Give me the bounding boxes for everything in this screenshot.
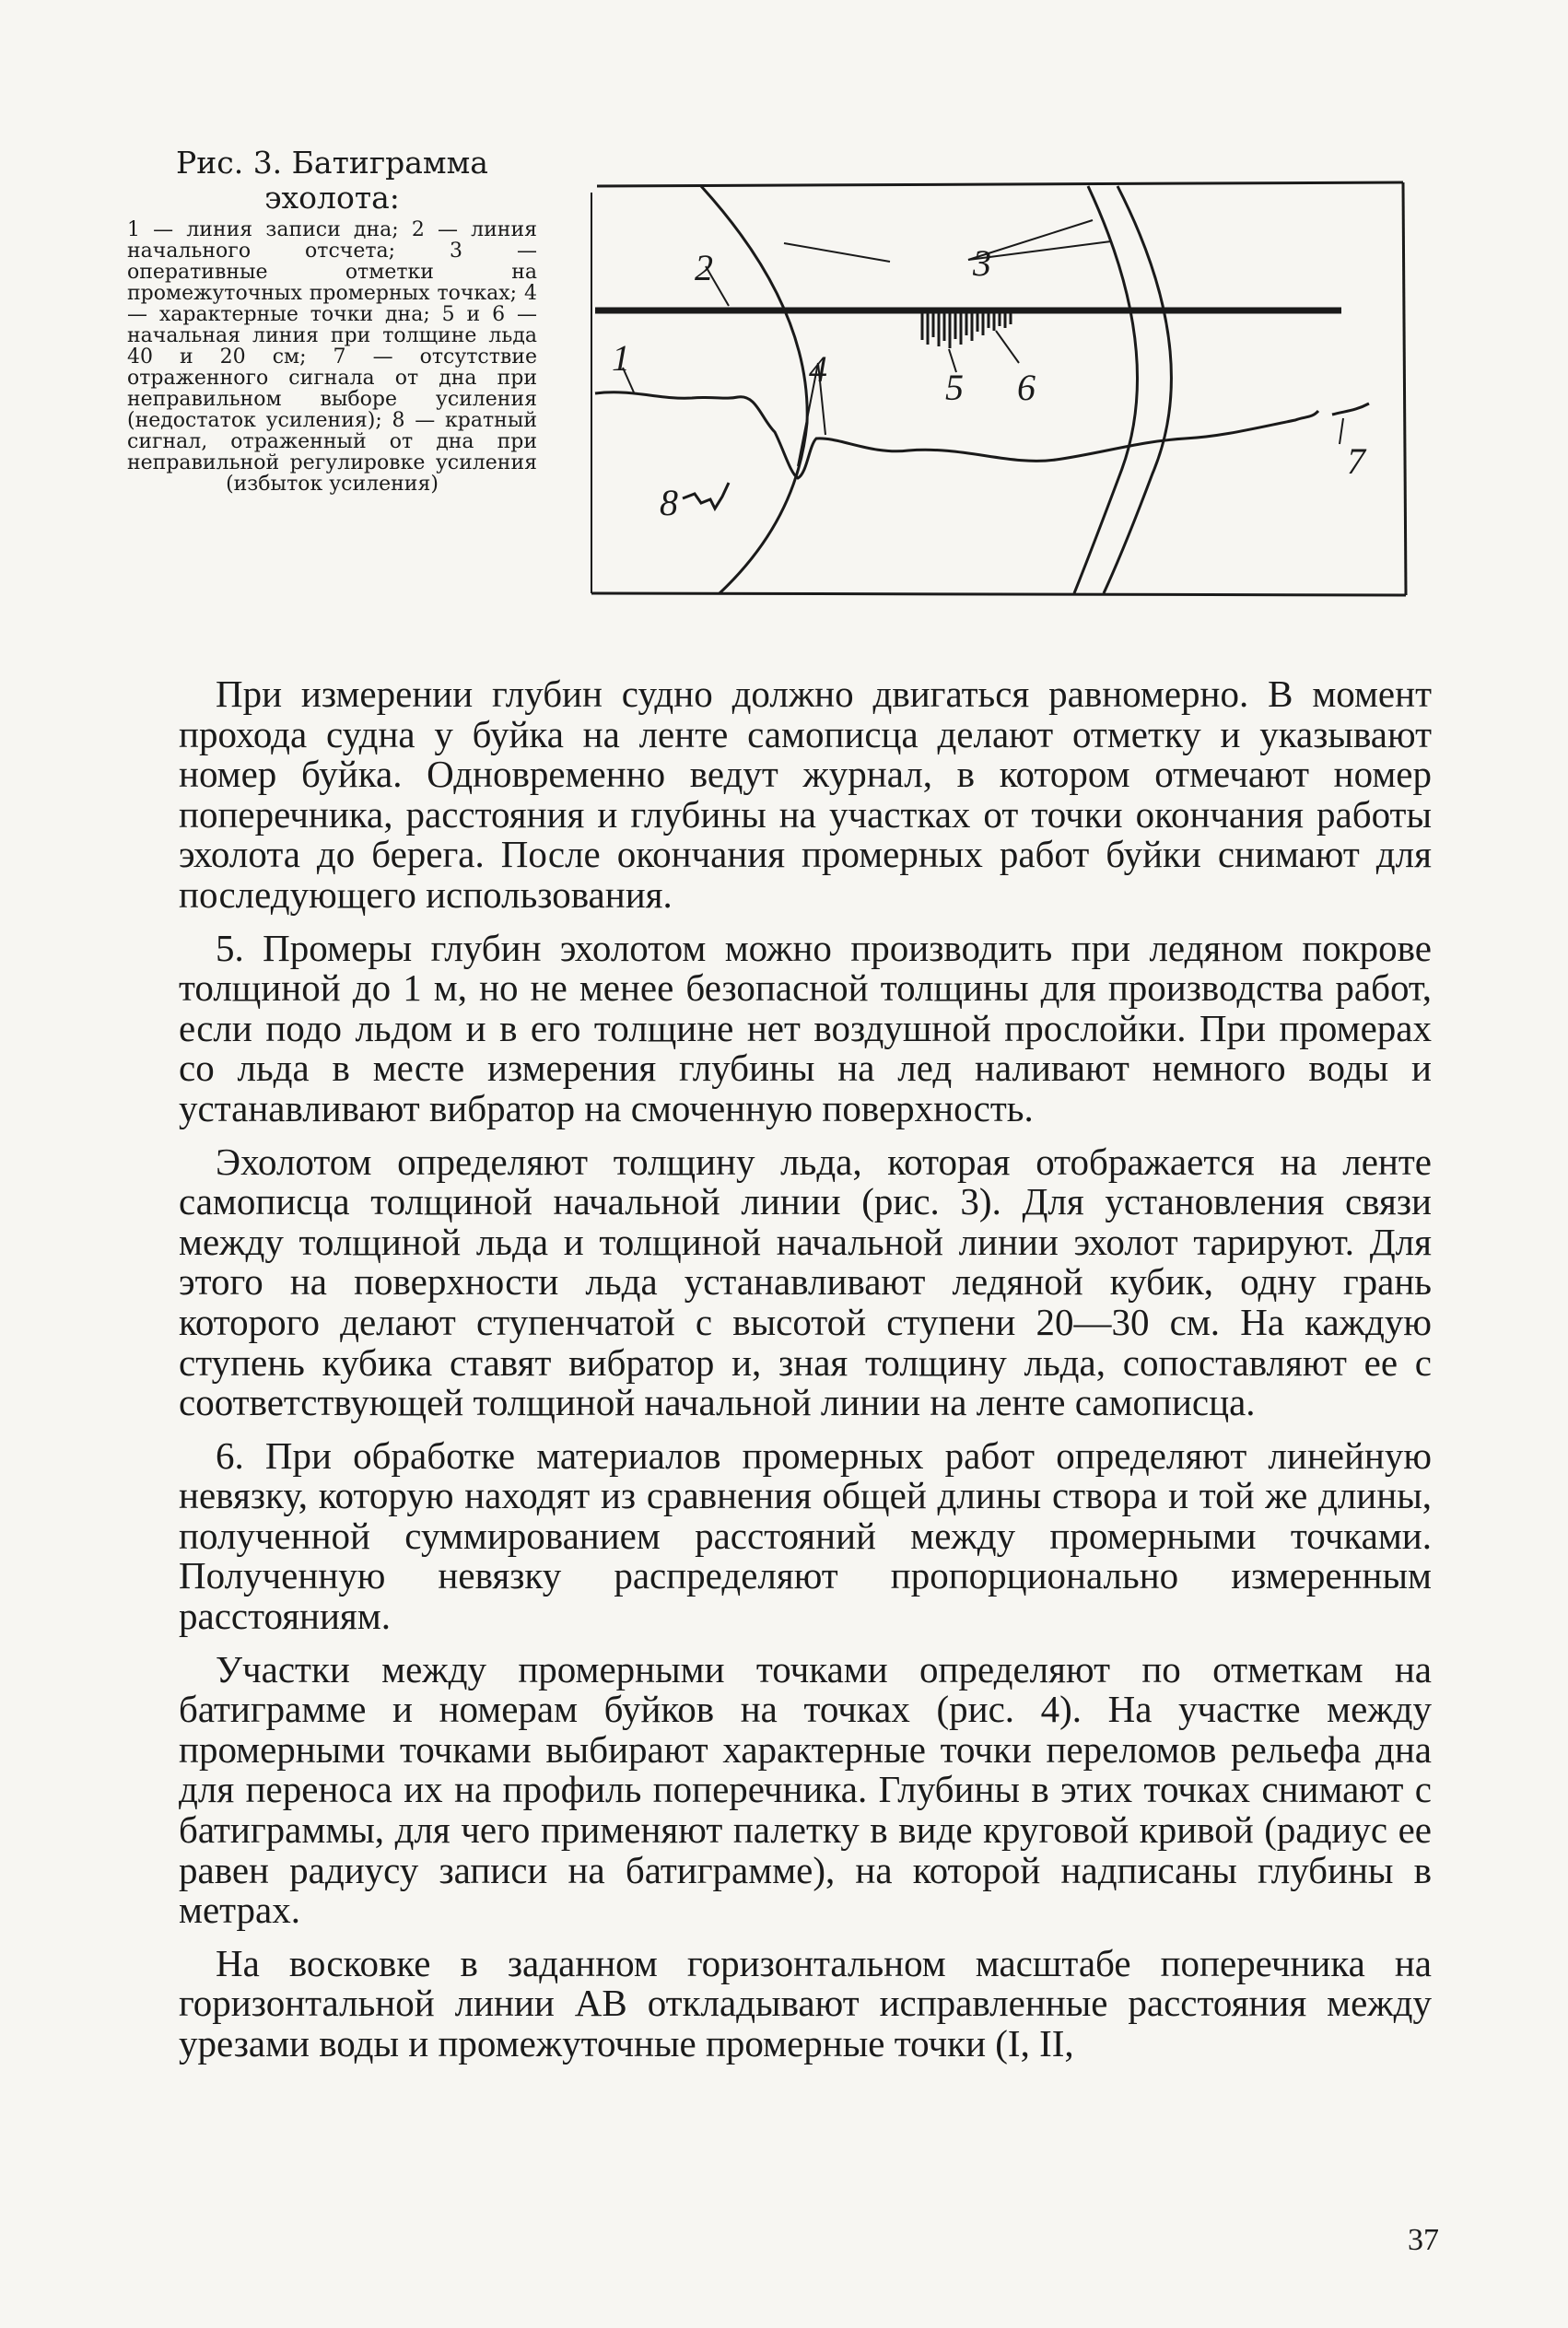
label-6: 6 xyxy=(1017,367,1036,408)
paragraph: Эхолотом определяют толщину льда, которая отображается на ленте самописца толщиной начальной линии (рис. 3). Для установления связи между толщиной льда и толщиной начальной линии эхолот тарируют. Для этого на поверхности льда устанавливают ледяной кубик, одну грань которого делают ступенчатой с высотой ступени 20—30 см. На каждую ступень кубика ставят вибратор и, зная толщину льда, сопоставляют ее с соответствующей толщиной начальной линии на ленте самописца. xyxy=(179,1140,1432,1424)
figure-caption-title: Рис. 3. Батиграмма эхолота: xyxy=(176,145,488,216)
figure-caption xyxy=(127,146,537,495)
figure-caption-legend: 1 — линия записи дна; 2 — линия начального отсчета; 3 — оперативные отметки на промежуточных промерных точках; 4 — характерные точки дна; 5 и 6 — начальная линия при толщине льда 40 и 20 см; 7 — отсутствие отраженного сигнала от дна при неправильном выборе усиления (недостаток усиления); 8 — кратный сигнал, отраженный от дна при неправильной регулировке усиления (избыток усиления) xyxy=(127,218,537,496)
frame-top xyxy=(597,182,1403,186)
label-8: 8 xyxy=(660,482,678,523)
paragraph: Участки между промерными точками определяют по отметкам на батиграмме и номерам буйков на точках (рис. 4). На участке между промерными точками выбирают характерные точки переломов рельефа дна для переноса их на профиль поперечника. Глубины в этих точках снимают с батиграммы, для чего применяют палетку в виде круговой кривой (радиус ее равен радиусу записи на батиграмме), на которой надписаны глубины в метрах. xyxy=(179,1647,1432,1932)
bottom-record-line-tail xyxy=(1332,404,1369,415)
leader-6 xyxy=(996,331,1019,363)
frame-bottom xyxy=(591,593,1406,595)
label-1: 1 xyxy=(612,337,630,379)
arc-mark-left xyxy=(701,186,807,593)
leader-3a xyxy=(784,243,890,262)
paragraph: При измерении глубин судно должно двигаться равномерно. В момент прохода судна у буйка на ленте самописца делают отметку и указывают номер буйка. Одновременно ведут журнал, в котором отмечают номер поперечника, расстояния и глубины на участках от точки окончания работы эхолота до берега. После окончания промерных работ буйки снимают для последующего использования. xyxy=(179,673,1432,916)
paragraph: 6. При обработке материалов промерных работ определяют линейную невязку, которую находят из сравнения общей длины створа и той же длины, полученной суммированием расстояний между промерными точками. Полученную невязку распределяют пропорционально измеренным расстояниям. xyxy=(179,1433,1432,1638)
paragraph: 5. Промеры глубин эхолотом можно производить при ледяном покрове толщиной до 1 м, но не менее безопасной толщины для производства работ, если подо льдом и в его толщине нет воздушной прослойки. При промерах со льда в месте измерения глубины на лед наливают немного воды и устанавливают вибратор на смоченную поверхность. xyxy=(179,926,1432,1129)
label-3: 3 xyxy=(973,242,991,284)
label-4: 4 xyxy=(809,348,827,390)
label-2: 2 xyxy=(695,247,713,288)
frame-right xyxy=(1403,182,1406,595)
label-5: 5 xyxy=(945,367,964,408)
label-7: 7 xyxy=(1347,440,1365,482)
bathygram-figure xyxy=(577,170,1420,602)
multiple-echo-trace xyxy=(683,483,729,509)
arc-mark-right-a xyxy=(1074,186,1138,593)
ice-thickness-zone xyxy=(922,312,1011,348)
leader-7 xyxy=(1340,418,1343,444)
body-text xyxy=(179,674,1432,2077)
bathygram-drawing xyxy=(577,170,1420,602)
page-number: 37 xyxy=(1408,2223,1439,2257)
paragraph: На восковке в заданном горизонтальном масштабе поперечника на горизонтальной линии AB откладывают исправленные расстояния между урезами воды и промежуточные промерные точки (I, II, xyxy=(179,1941,1432,2065)
